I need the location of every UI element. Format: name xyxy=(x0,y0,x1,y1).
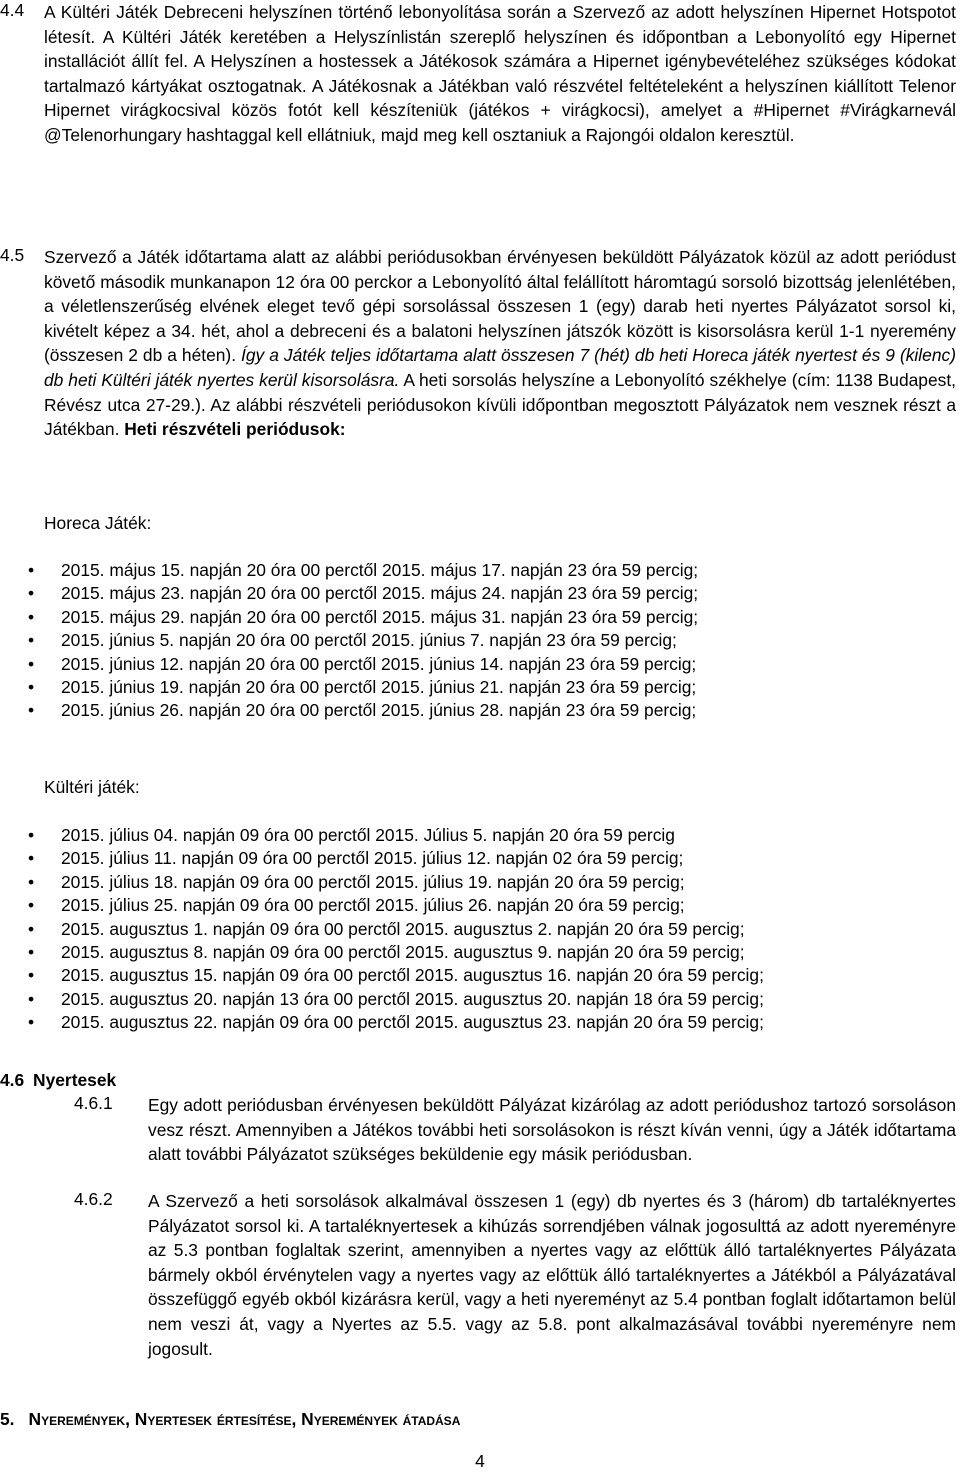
bullet-icon: • xyxy=(28,653,35,674)
bullet-icon: • xyxy=(28,918,35,939)
period-item xyxy=(28,847,764,870)
period-item xyxy=(28,871,764,894)
section-text-part: A heti sorsolás helyszíne a Lebonyolító székhelye (cím: 1138 Budapest, Révész utca 27-29.). Az alábbi részvételi periódusokon kívüli időpontban megosztott Pályázatok nem vesznek részt a Játékban. xyxy=(44,369,957,440)
period-text: 2015. június 5. napján 20 óra 00 perctől 2015. június 7. napján 23 óra 59 percig; xyxy=(61,630,677,651)
page-number: 4 xyxy=(475,1451,485,1471)
subsection-number: 4.6.2 xyxy=(74,1189,113,1209)
period-item xyxy=(28,582,698,605)
period-text: 2015. július 25. napján 09 óra 00 perctől 2015. július 26. napján 20 óra 59 percig; xyxy=(61,895,685,916)
period-text: 2015. június 19. napján 20 óra 00 perctől 2015. június 21. napján 23 óra 59 percig; xyxy=(61,676,697,697)
period-text: 2015. július 18. napján 09 óra 00 perctől 2015. július 19. napján 20 óra 59 percig; xyxy=(61,871,685,892)
period-text: 2015. május 15. napján 20 óra 00 perctől 2015. május 17. napján 23 óra 59 percig; xyxy=(61,560,699,580)
period-item xyxy=(28,629,698,652)
section-5-heading xyxy=(0,1407,460,1431)
bullet-icon: • xyxy=(28,825,35,845)
kulteri-period-list xyxy=(28,824,764,1035)
horeca-period-list xyxy=(28,559,698,723)
subsection-4-6-1 xyxy=(74,1093,956,1167)
period-text: 2015. augusztus 22. napján 09 óra 00 perctől 2015. augusztus 23. napján 20 óra 59 percig; xyxy=(61,1012,764,1033)
kulteri-title: Kültéri játék: xyxy=(44,777,140,797)
bullet-icon: • xyxy=(28,988,35,1009)
bullet-icon: • xyxy=(28,871,35,892)
bullet-icon: • xyxy=(28,941,35,962)
period-text: 2015. augusztus 1. napján 09 óra 00 perctől 2015. augusztus 2. napján 20 óra 59 percig; xyxy=(61,918,745,939)
period-item xyxy=(28,941,764,964)
period-item xyxy=(28,824,764,847)
subsection-text: Egy adott periódusban érvényesen beküldött Pályázat kizárólag az adott periódushoz tartozó sorsoláson vesz részt. Amennyiben a Játékos további heti sorsolásokon is részt kíván venni, úgy a Játék időtartama alatt további Pályázatot szükséges beküldenie egy másik periódusban. xyxy=(148,1095,956,1165)
horeca-title: Horeca Játék: xyxy=(44,513,152,533)
section-text: A Kültéri Játék Debreceni helyszínen történő lebonyolítása során a Szervező az adott helyszínen Hipernet Hotspotot létesít. A Kültéri Játék keretében a Helyszínlistán szereplő helyszínen és időpontban a Lebonyolító egy Hipernet installációt állít fel. A Helyszínen a hostessek a Játékosok számára a Hipernet igénybevételéhez szükséges kódokat tartalmazó kártyákat osztogatnak. A Játékosnak a Játékban való részvétel feltételeként a helyszínen kiállított Telenor Hipernet virágkocsival közös fotót kell készíteniük (játékos + virágkocsi), amelyet a #Hipernet #Virágkarnevál @Telenorhungary hashtaggal kell ellátniuk, majd meg kell osztaniuk a Rajongói oldalon keresztül. xyxy=(44,2,956,145)
period-text: 2015. május 23. napján 20 óra 00 perctől 2015. május 24. napján 23 óra 59 percig; xyxy=(61,583,699,604)
section-4-4 xyxy=(0,0,956,148)
period-text: 2015. augusztus 20. napján 13 óra 00 perctől 2015. augusztus 20. napján 18 óra 59 percig; xyxy=(61,988,764,1009)
period-item xyxy=(28,964,764,987)
bullet-icon: • xyxy=(28,583,35,604)
period-item xyxy=(28,676,698,699)
bullet-icon: • xyxy=(28,606,35,627)
bullet-icon: • xyxy=(28,848,35,869)
bullet-icon: • xyxy=(28,560,35,580)
bold-text: Heti részvételi periódusok: xyxy=(124,419,346,440)
period-text: 2015. augusztus 8. napján 09 óra 00 perctől 2015. augusztus 9. napján 20 óra 59 percig; xyxy=(61,941,745,962)
subsection-text: A Szervező a heti sorsolások alkalmával összesen 1 (egy) db nyertes és 3 (három) db tartaléknyertes Pályázatot sorsol ki. A tartaléknyertesek a kihúzás sorrendjében válnak jogosulttá az adott nyereményre az 5.3 pontban foglaltak szerint, amennyiben a nyertes vagy az előttük álló tartaléknyertes Pályázata bármely okból érvénytelen vagy a nyertes vagy az előttük álló tartaléknyertes a Játékból a Pályázatával összefüggő egyéb okból kizárásra kerül, vagy a heti nyereményt az 5.4 pontban foglalt időtartamon belül nem veszi át, vagy a Nyertes az 5.5. vagy az 5.8. pont alkalmazásával további nyereményre nem jogosult. xyxy=(148,1191,956,1359)
section-number: 4.4 xyxy=(0,0,25,20)
period-item xyxy=(28,699,698,722)
section-4-5 xyxy=(0,245,956,442)
subsection-number: 4.6.1 xyxy=(74,1093,113,1113)
period-text: 2015. június 26. napján 20 óra 00 perctől 2015. június 28. napján 23 óra 59 percig; xyxy=(61,700,697,721)
bullet-icon: • xyxy=(28,965,35,986)
section-number: 5. xyxy=(0,1409,15,1429)
period-text: 2015. május 29. napján 20 óra 00 perctől 2015. május 31. napján 23 óra 59 percig; xyxy=(61,606,699,627)
bullet-icon: • xyxy=(28,700,35,721)
bullet-icon: • xyxy=(28,676,35,697)
bullet-icon: • xyxy=(28,1012,35,1033)
section-number: 4.6 xyxy=(0,1070,25,1090)
period-text: 2015. június 12. napján 20 óra 00 perctől 2015. június 14. napján 23 óra 59 percig; xyxy=(61,653,697,674)
period-text: 2015. augusztus 15. napján 09 óra 00 perctől 2015. augusztus 16. napján 20 óra 59 percig; xyxy=(61,965,764,986)
period-item xyxy=(28,894,764,917)
section-number: 4.5 xyxy=(0,245,25,265)
period-item xyxy=(28,1011,764,1034)
period-item xyxy=(28,988,764,1011)
period-item xyxy=(28,606,698,629)
section-4-6-heading xyxy=(0,1068,116,1092)
section-title: Nyertesek xyxy=(33,1070,117,1090)
section-text xyxy=(44,245,956,442)
bullet-icon: • xyxy=(28,895,35,916)
bullet-icon: • xyxy=(28,630,35,651)
italic-text: Így a Játék teljes időtartama alatt összesen 7 (hét) db heti Horeca játék nyertest és 9 (kilenc) db heti Kültéri játék nyertes kerül kisorsolásra. xyxy=(44,345,956,390)
section-title: Nyeremények, Nyertesek értesítése, Nyeremények átadása xyxy=(28,1409,461,1429)
period-text: 2015. július 11. napján 09 óra 00 perctől 2015. július 12. napján 02 óra 59 percig; xyxy=(61,848,684,869)
period-text: 2015. július 04. napján 09 óra 00 perctől 2015. Július 5. napján 20 óra 59 percig xyxy=(61,825,675,845)
subsection-4-6-2 xyxy=(74,1189,956,1361)
period-item xyxy=(28,559,698,582)
section-text-part: Szervező a Játék időtartama alatt az alábbi periódusokban érvényesen beküldött Pályázatok közül az adott periódust követő második munkanapon 12 óra 00 perckor a Lebonyolító által felállított háromtagú sorsoló bizottság jelenlétében, a véletlenszerűség elvének eleget tevő gépi sorsolással összesen 1 (egy) darab heti nyertes Pályázatot sorsol ki, kivételt képez a 34. hét, ahol a debreceni és a balatoni helyszínen játszók között is kisorsolásra kerül 1-1 nyeremény (összesen 2 db a héten). xyxy=(44,247,956,366)
period-item xyxy=(28,653,698,676)
period-item xyxy=(28,918,764,941)
